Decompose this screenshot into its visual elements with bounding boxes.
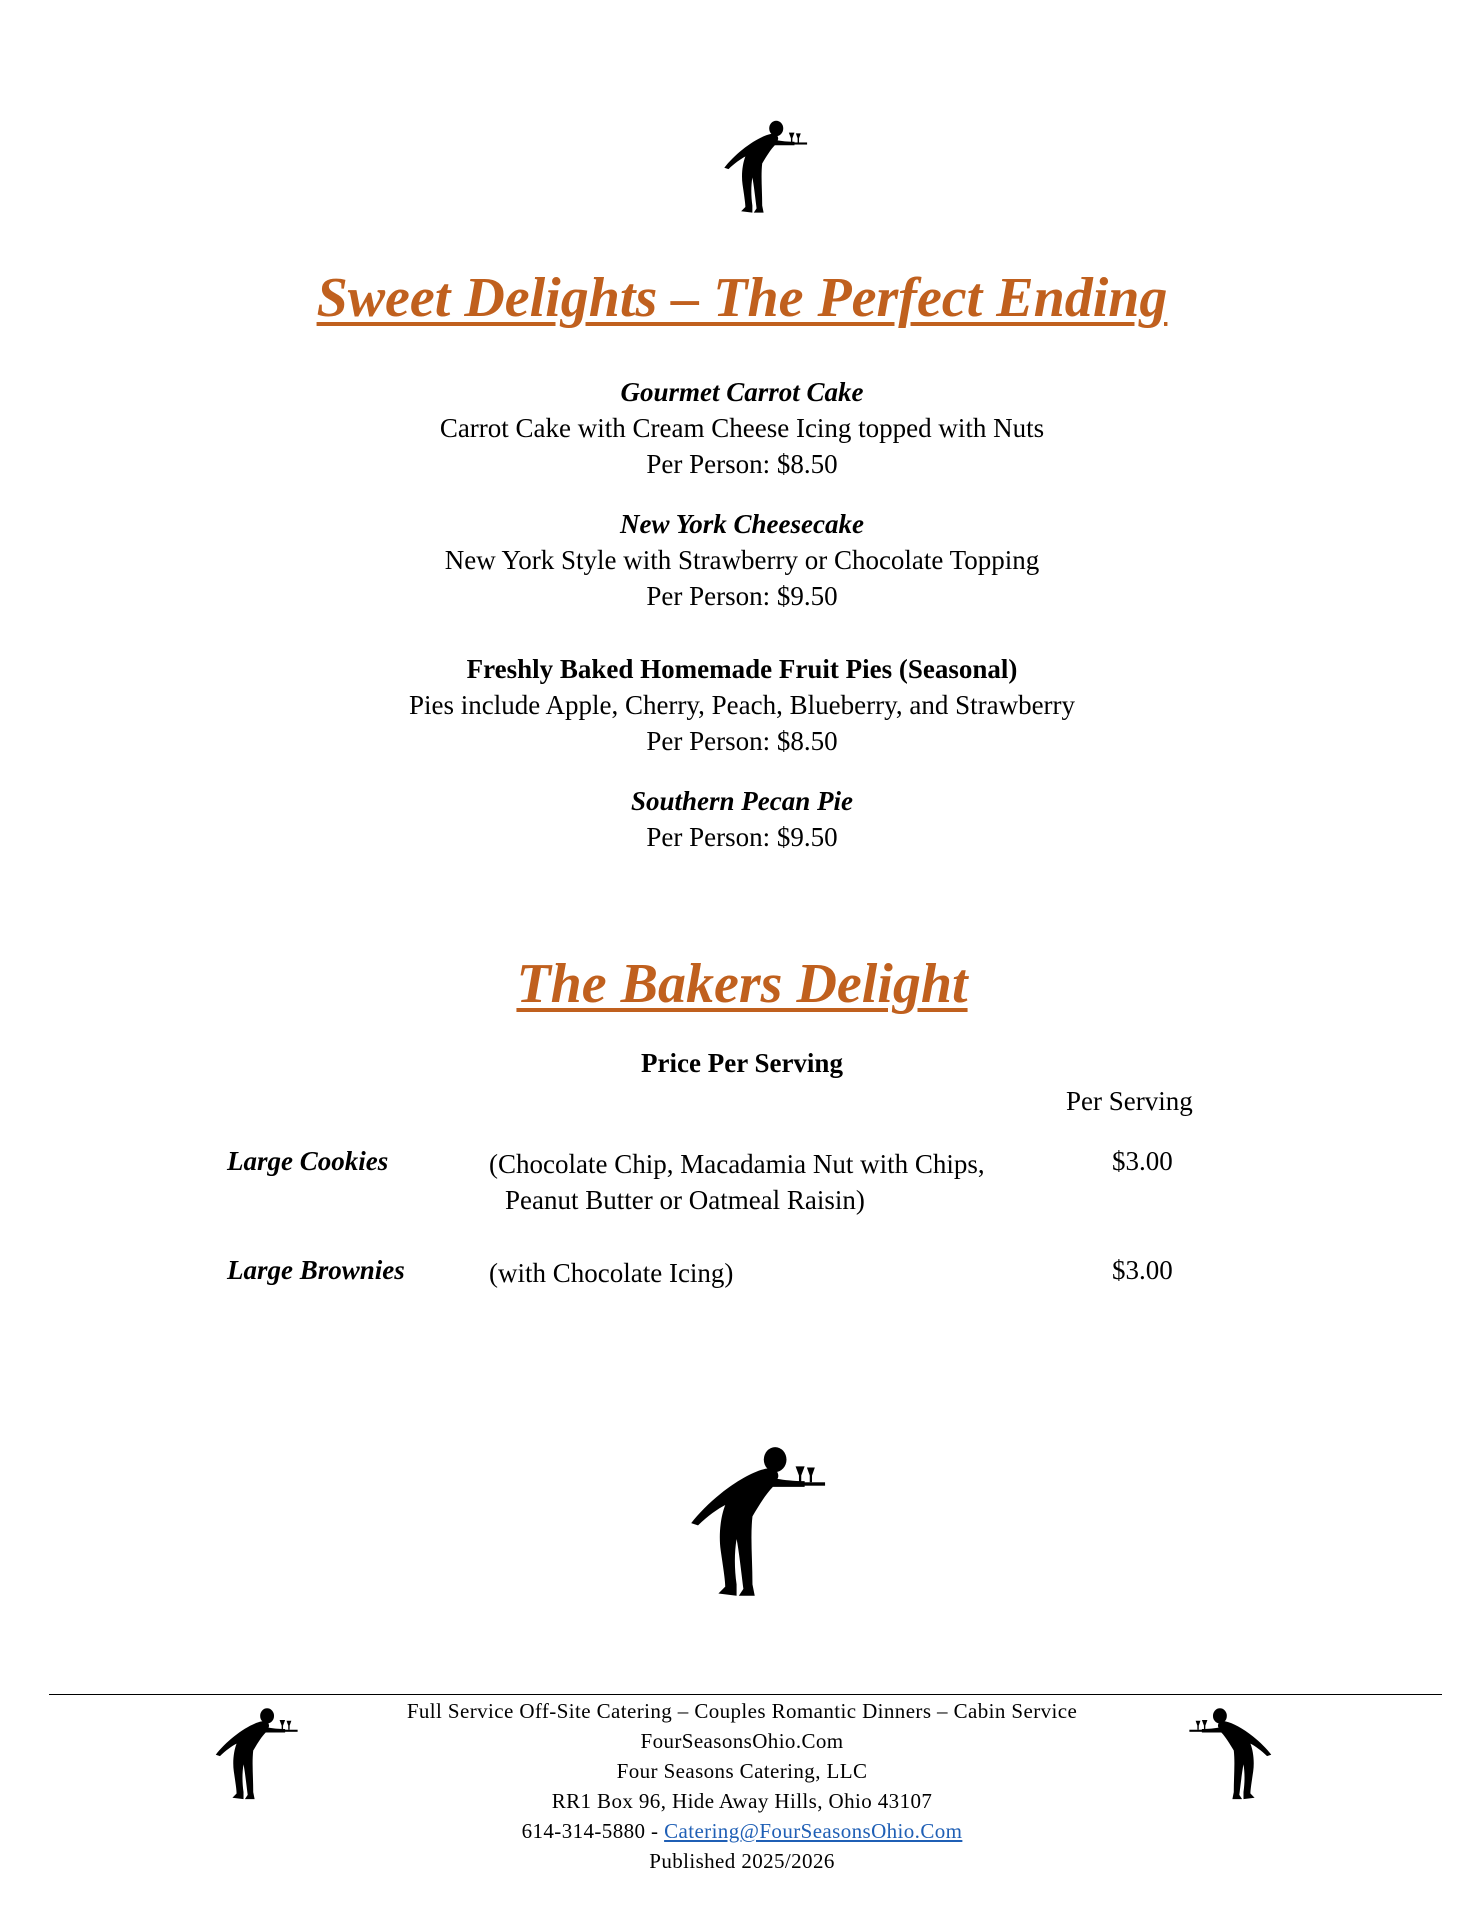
item-name: Gourmet Carrot Cake: [620, 377, 864, 407]
item-name: Southern Pecan Pie: [630, 786, 853, 816]
footer-company: Four Seasons Catering, LLC: [616, 1759, 868, 1783]
item-price: Per Person: $9.50: [646, 581, 838, 611]
bakery-item-name: Large Cookies: [227, 1146, 389, 1176]
menu-item: [0, 651, 1484, 759]
section-title: The Bakers Delight: [516, 953, 968, 1015]
bakery-item-name: Large Brownies: [227, 1255, 405, 1285]
item-description: Pies include Apple, Cherry, Peach, Blueberry, and Strawberry: [408, 690, 1076, 720]
waiter-icon: [718, 120, 812, 214]
sweet-delights-section: [0, 268, 1484, 330]
bakers-delight-section: [0, 954, 1484, 1016]
footer-contact: [0, 1816, 1484, 1846]
footer-published: Published 2025/2026: [649, 1849, 835, 1873]
price-subtitle: Price Per Serving: [641, 1048, 843, 1078]
item-name: New York Cheesecake: [620, 509, 864, 539]
footer-address: RR1 Box 96, Hide Away Hills, Ohio 43107: [551, 1789, 933, 1813]
menu-item: [0, 374, 1484, 482]
bakery-item-description: [489, 1146, 985, 1218]
footer-services: Full Service Off-Site Catering – Couples Romantic Dinners – Cabin Service: [406, 1699, 1078, 1723]
description-line: Peanut Butter or Oatmeal Raisin): [505, 1185, 865, 1215]
footer-website: FourSeasonsOhio.Com: [640, 1729, 844, 1753]
item-price: Per Person: $8.50: [646, 726, 838, 756]
item-price: Per Person: $8.50: [646, 449, 838, 479]
item-price: Per Person: $9.50: [646, 822, 838, 852]
menu-item: [0, 506, 1484, 614]
item-description: New York Style with Strawberry or Chocolate Topping: [444, 545, 1040, 575]
column-header: Per Serving: [1066, 1086, 1193, 1116]
section-title: Sweet Delights – The Perfect Ending: [316, 267, 1168, 329]
footer: [0, 1696, 1484, 1876]
bakery-item-price: $3.00: [1112, 1146, 1173, 1176]
waiter-icon: [672, 1446, 842, 1598]
footer-phone: 614-314-5880 -: [521, 1819, 665, 1843]
footer-divider: [49, 1694, 1442, 1695]
item-name: Freshly Baked Homemade Fruit Pies (Seasonal): [466, 654, 1018, 684]
bakery-item-price: $3.00: [1112, 1255, 1173, 1285]
bakery-item-description: (with Chocolate Icing): [489, 1258, 734, 1288]
item-description: Carrot Cake with Cream Cheese Icing topped with Nuts: [439, 413, 1045, 443]
menu-item: [0, 783, 1484, 855]
description-line: (Chocolate Chip, Macadamia Nut with Chips,: [489, 1149, 985, 1179]
email-link[interactable]: Catering@FourSeasonsOhio.Com: [664, 1819, 963, 1843]
